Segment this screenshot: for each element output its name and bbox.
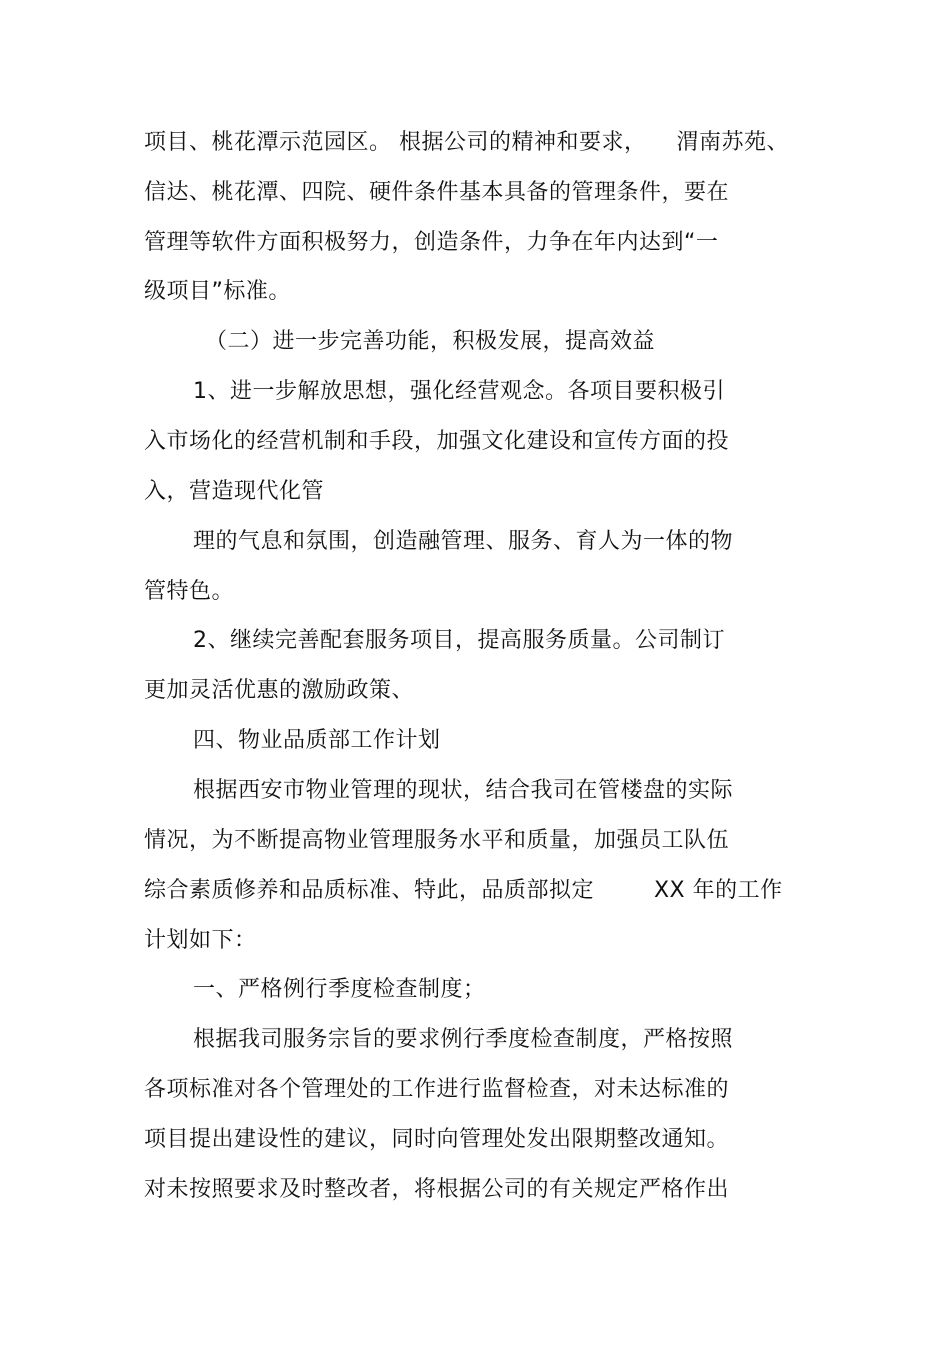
text-line-10: 管特色。 <box>144 579 235 604</box>
text-line-11: 2、继续完善配套服务项目，提高服务质量。公司制订 <box>193 628 725 653</box>
text-line-14: 根据西安市物业管理的现状，结合我司在管楼盘的实际 <box>193 778 734 803</box>
section-heading-1: 一、严格例行季度检查制度； <box>193 977 486 1002</box>
text-line-4: 级项目”标准。 <box>144 279 291 304</box>
text-line-2: 信达、桃花潭、四院、硬件条件基本具备的管理条件，要在 <box>144 180 730 205</box>
text-line-19: 根据我司服务宗旨的要求例行季度检查制度，严格按照 <box>193 1027 734 1052</box>
text-line-17: 计划如下： <box>144 928 257 953</box>
text-line-15: 情况，为不断提高物业管理服务水平和质量，加强员工队伍 <box>144 828 730 853</box>
text-line-9: 理的气息和氛围，创造融管理、服务、育人为一体的物 <box>193 529 734 554</box>
text-line-22: 对未按照要求及时整改者，将根据公司的有关规定严格作出 <box>144 1177 730 1202</box>
text-line-7: 入市场化的经营机制和手段，加强文化建设和宣传方面的投 <box>144 429 730 454</box>
text-line-8: 入，营造现代化管 <box>144 479 325 504</box>
text-line-12: 更加灵活优惠的激励政策、 <box>144 678 415 703</box>
text-line-20: 各项标准对各个管理处的工作进行监督检查，对未达标准的 <box>144 1077 730 1102</box>
section-heading-2: （二）进一步完善功能，积极发展，提高效益 <box>205 329 656 354</box>
text-line-3: 管理等软件方面积极努力，创造条件，力争在年内达到“一 <box>144 230 719 255</box>
text-line-6: 1、进一步解放思想，强化经营观念。各项目要积极引 <box>193 379 725 404</box>
text-line-16: 综合素质修养和品质标准、特此，品质部拟定 XX 年的工作 <box>144 878 783 903</box>
section-heading-4: 四、物业品质部工作计划 <box>193 728 441 753</box>
text-line-21: 项目提出建设性的建议，同时向管理处发出限期整改通知。 <box>144 1127 730 1152</box>
text-line-1: 项目、桃花潭示范园区。 根据公司的精神和要求， 渭南苏苑、 <box>144 130 789 155</box>
